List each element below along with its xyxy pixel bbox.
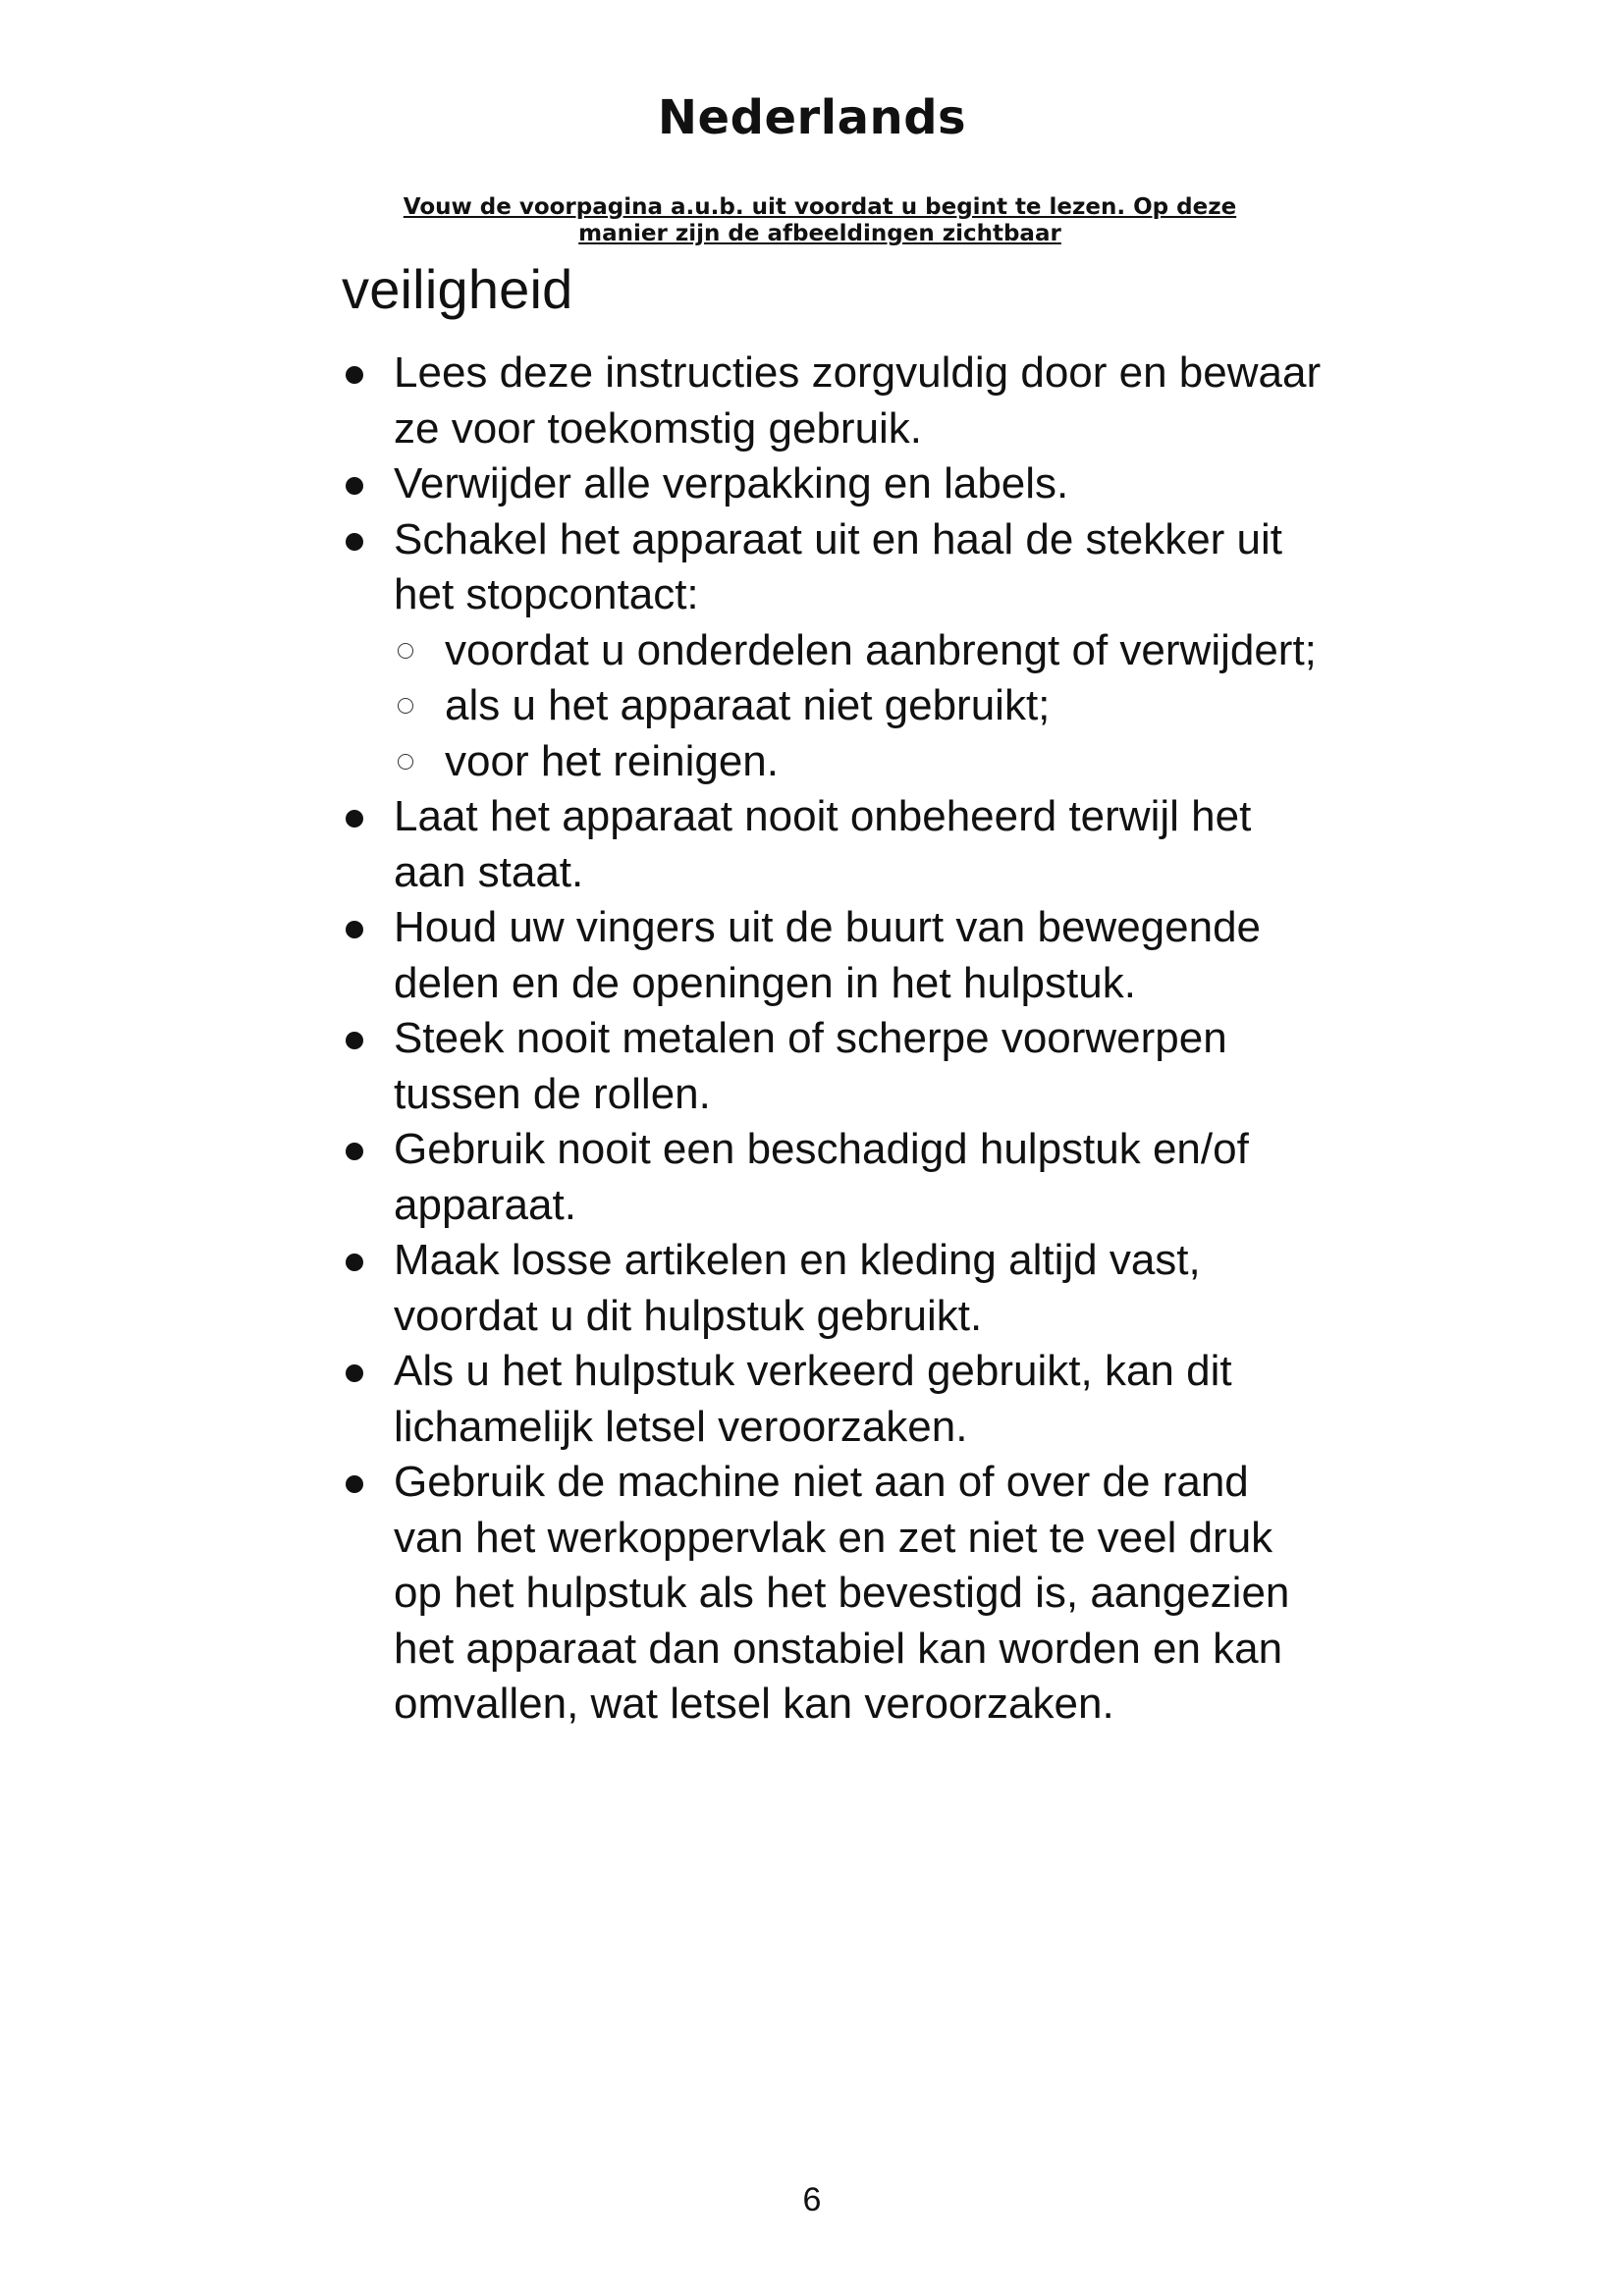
bullet-icon — [346, 533, 363, 551]
hollow-bullet-icon — [398, 698, 413, 714]
bullet-icon — [346, 1143, 363, 1160]
bullet-icon — [346, 1364, 363, 1382]
list-item-text: Laat het apparaat nooit onbeheerd terwijl het aan staat. — [394, 792, 1252, 896]
sub-list-item — [394, 623, 1324, 679]
sub-list-item — [394, 734, 1324, 790]
sub-list-item-text: voor het reinigen. — [445, 736, 779, 785]
list-item — [342, 900, 1324, 1011]
list-item-text: Verwijder alle verpakking en labels. — [394, 459, 1069, 507]
bullet-icon — [346, 810, 363, 828]
bullet-icon — [346, 477, 363, 495]
hollow-bullet-icon — [398, 754, 413, 770]
list-item — [342, 346, 1324, 456]
fold-notice: Vouw de voorpagina a.u.b. uit voordat u begint te lezen. Op deze manier zijn de afbeeldingen zichtbaar — [403, 194, 1237, 246]
list-item-text: Gebruik nooit een beschadigd hulpstuk en/of apparaat. — [394, 1125, 1249, 1229]
hollow-bullet-icon — [398, 643, 413, 659]
language-heading: Nederlands — [657, 90, 967, 145]
list-item — [342, 456, 1324, 512]
list-item — [342, 1122, 1324, 1233]
safety-list — [342, 346, 1324, 1733]
list-item-text: Als u het hulpstuk verkeerd gebruikt, kan dit lichamelijk letsel veroorzaken. — [394, 1347, 1232, 1451]
list-item-text: Houd uw vingers uit de buurt van bewegende delen en de openingen in het hulpstuk. — [394, 903, 1262, 1007]
page-number: 6 — [802, 2181, 822, 2218]
list-item — [342, 512, 1324, 790]
list-item — [342, 1233, 1324, 1344]
list-item-text: Lees deze instructies zorgvuldig door en bewaar ze voor toekomstig gebruik. — [394, 348, 1322, 453]
list-item-text: Gebruik de machine niet aan of over de rand van het werkoppervlak en zet niet te veel druk op het hulpstuk als het bevestigd is, aangezien het apparaat dan onstabiel kan worden en kan omvallen, wat letsel kan veroorzaken. — [394, 1458, 1290, 1728]
sub-list-item-text: als u het apparaat niet gebruikt; — [445, 681, 1051, 729]
list-item — [342, 789, 1324, 900]
sub-list-item-text: voordat u onderdelen aanbrengt of verwijdert; — [445, 625, 1317, 674]
list-item — [342, 1455, 1324, 1733]
bullet-icon — [346, 921, 363, 938]
sub-list — [394, 623, 1324, 790]
bullet-icon — [346, 366, 363, 384]
list-item — [342, 1011, 1324, 1122]
bullet-icon — [346, 1254, 363, 1271]
list-item-text: Steek nooit metalen of scherpe voorwerpen tussen de rollen. — [394, 1014, 1227, 1118]
bullet-icon — [346, 1475, 363, 1493]
section-title: veiligheid — [342, 258, 573, 320]
list-item-text: Schakel het apparaat uit en haal de stekker uit het stopcontact: — [394, 514, 1283, 618]
sub-list-item — [394, 678, 1324, 734]
list-item-text: Maak losse artikelen en kleding altijd vast, voordat u dit hulpstuk gebruikt. — [394, 1236, 1201, 1340]
list-item — [342, 1344, 1324, 1455]
bullet-icon — [346, 1032, 363, 1049]
